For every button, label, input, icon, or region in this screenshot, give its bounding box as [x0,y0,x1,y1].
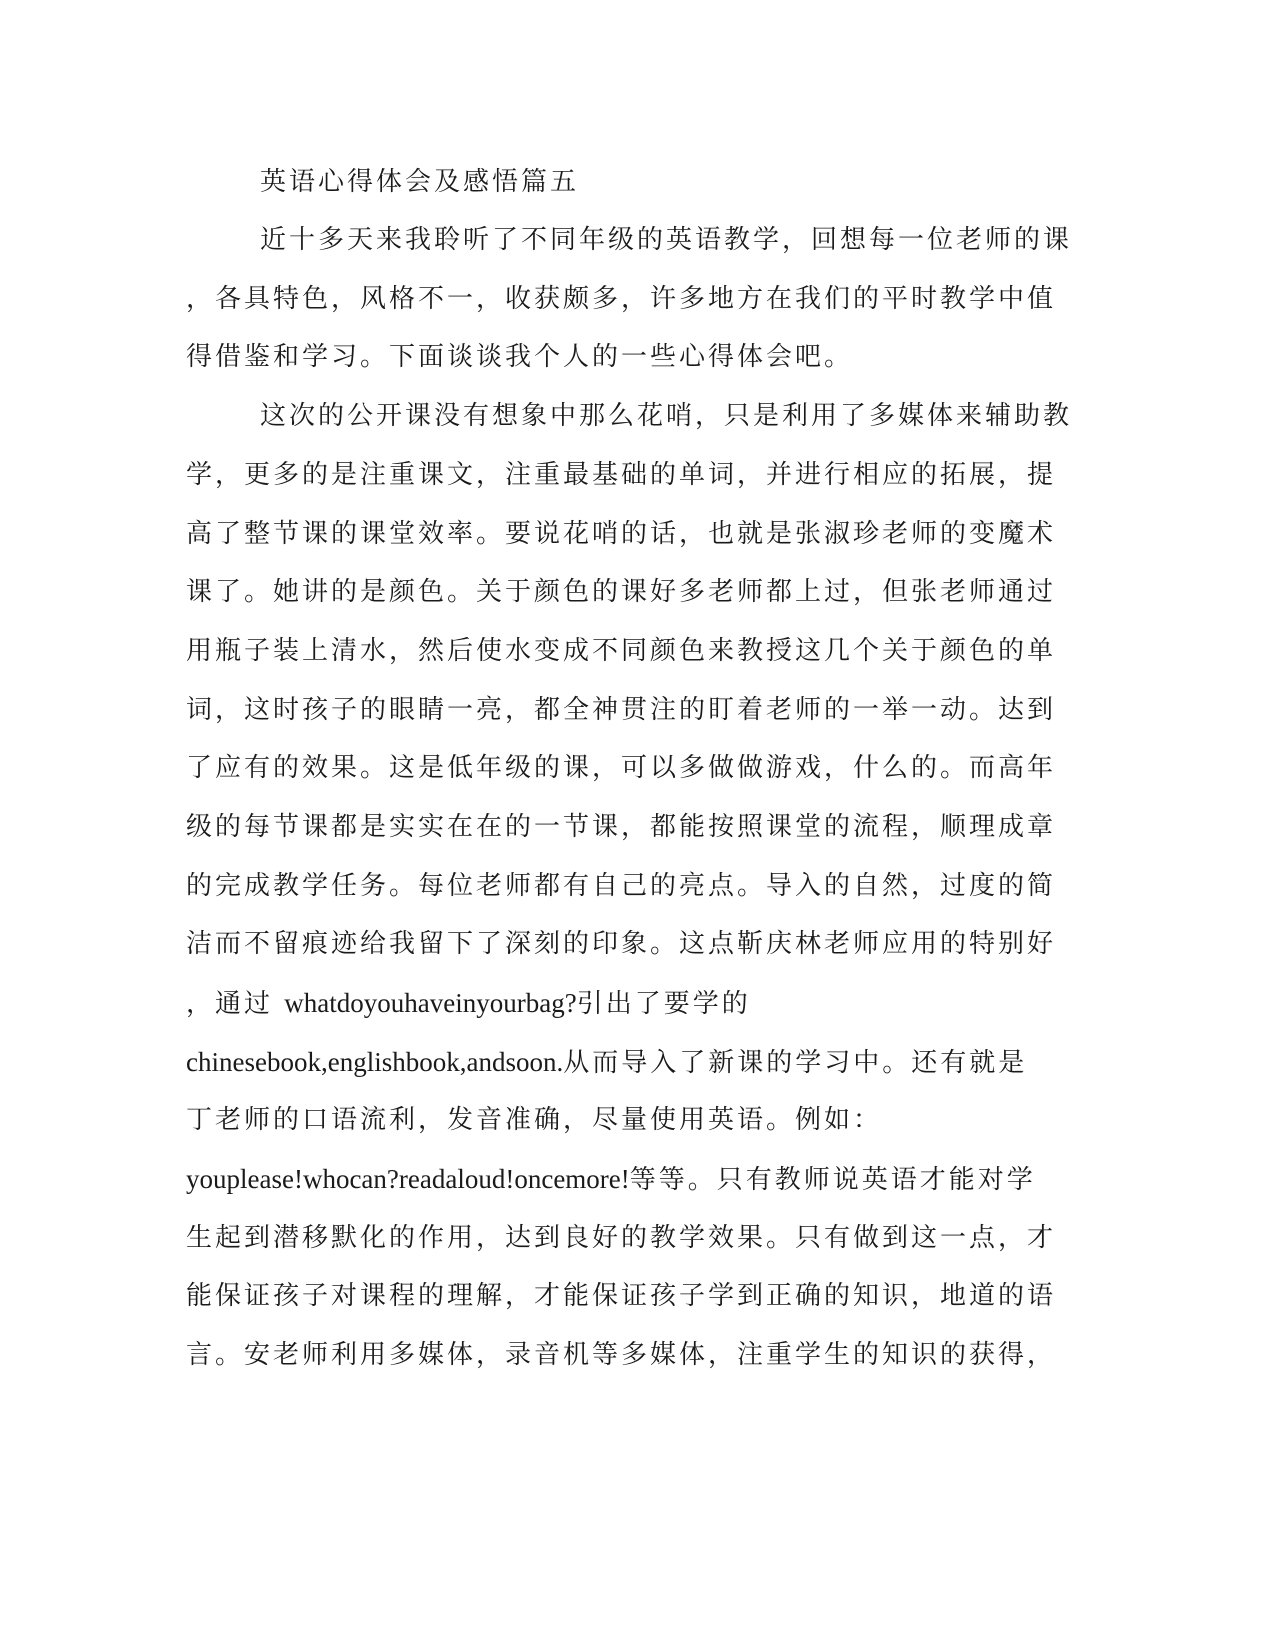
text-segment: 从而导入了新课的学习中。还有就是 [563,1048,1028,1078]
english-phrase: youplease!whocan?readaloud!oncemore! [186,1164,630,1194]
paragraph-line: 言。安老师利用多媒体，录音机等多媒体，注重学生的知识的获得， [186,1340,1057,1370]
paragraph-line: 词，这时孩子的眼睛一亮，都全神贯注的盯着老师的一举一动。达到 [186,695,1057,725]
text-segment: 引出了要学的 [576,989,751,1019]
paragraph-line [186,1044,1086,1081]
paragraph-line: 近十多天来我聆听了不同年级的英语教学，回想每一位老师的课 [260,225,1073,255]
paragraph-line: 用瓶子装上清水，然后使水变成不同颜色来教授这几个关于颜色的单 [186,636,1057,666]
paragraph-line: 课了。她讲的是颜色。关于颜色的课好多老师都上过，但张老师通过 [186,577,1057,607]
english-phrase: whatdoyouhaveinyourbag? [284,988,577,1018]
paragraph-line [186,985,1086,1022]
paragraph-line: 的完成教学任务。每位老师都有自己的亮点。导入的自然，过度的简 [186,871,1057,901]
paragraph-line: 学，更多的是注重课文，注重最基础的单词，并进行相应的拓展，提 [186,460,1057,490]
paragraph-line: 得借鉴和学习。下面谈谈我个人的一些心得体会吧。 [186,342,854,372]
document-title: 英语心得体会及感悟篇五 [260,167,580,197]
paragraph-line [186,1161,1086,1198]
paragraph-line: 高了整节课的课堂效率。要说花哨的话，也就是张淑珍老师的变魔术 [186,519,1057,549]
paragraph-line: 这次的公开课没有想象中那么花哨，只是利用了多媒体来辅助教 [260,401,1073,431]
paragraph-line: 级的每节课都是实实在在的一节课，都能按照课堂的流程，顺理成章 [186,812,1057,842]
paragraph-line: 了应有的效果。这是低年级的课，可以多做做游戏，什么的。而高年 [186,753,1057,783]
paragraph-line: 生起到潜移默化的作用，达到良好的教学效果。只有做到这一点，才 [186,1223,1057,1253]
paragraph-line: 能保证孩子对课程的理解，才能保证孩子学到正确的知识，地道的语 [186,1281,1057,1311]
text-segment: ，通过 [186,989,285,1019]
paragraph-line: 洁而不留痕迹给我留下了深刻的印象。这点靳庆林老师应用的特别好 [186,929,1057,959]
english-phrase: chinesebook,englishbook,andsoon. [186,1047,564,1077]
paragraph-line: ，各具特色，风格不一，收获颇多，许多地方在我们的平时教学中值 [186,284,1057,314]
text-segment: 等等。只有教师说英语才能对学 [629,1165,1036,1195]
paragraph-line: 丁老师的口语流利，发音准确，尽量使用英语。例如： [186,1105,883,1135]
